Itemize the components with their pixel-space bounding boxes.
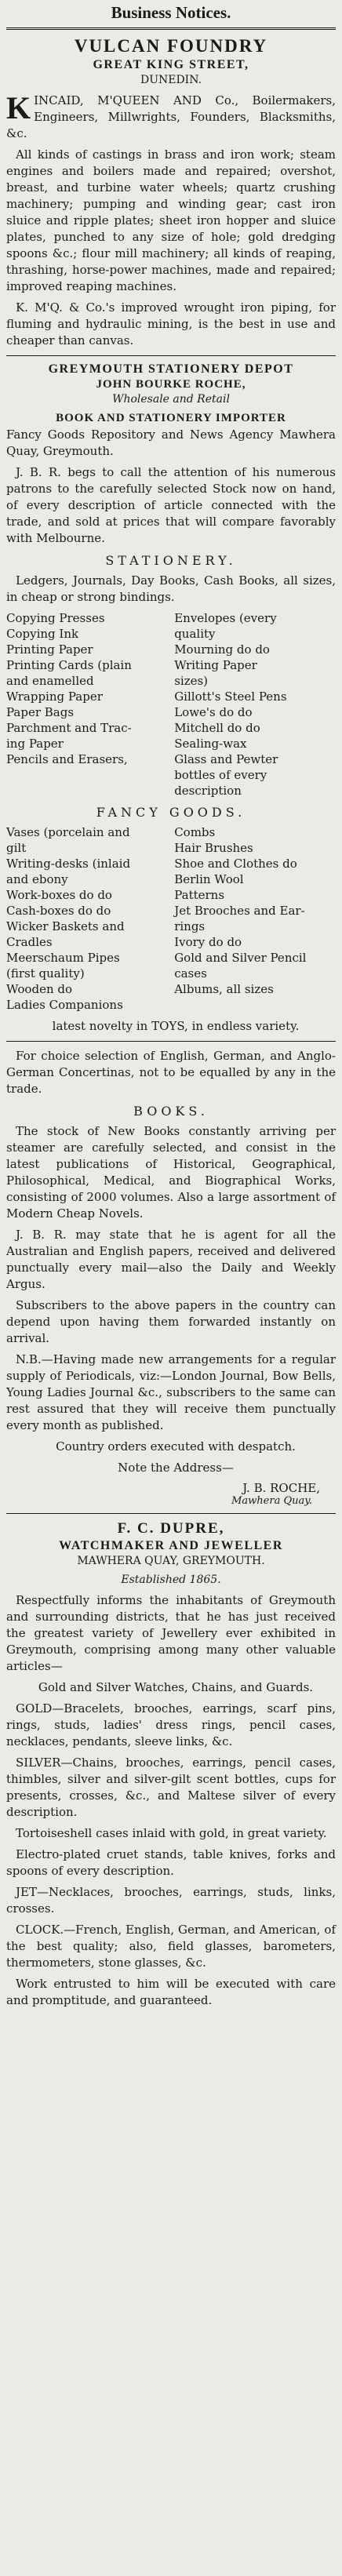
fancy-item-cell: Gold and Silver Pencil: [174, 951, 307, 965]
fancy-item-cell: Berlin Wool: [174, 872, 244, 886]
stationery-item-cell: sizes): [174, 674, 209, 688]
dupre-items-heading: Gold and Silver Watches, Chains, and Guards.: [38, 1680, 314, 1694]
stationery-item-cell: quality: [174, 627, 216, 641]
stationery-item-cell: bottles of every description: [174, 768, 267, 798]
stationery-item-cell: Paper Bags: [6, 705, 75, 719]
stationery-item-cell: Printing Paper: [6, 642, 93, 657]
fancy-goods-heading: FANCY GOODS.: [96, 805, 246, 820]
fancy-item-cell: gilt: [6, 841, 27, 855]
stationery-item-cell: Copying Ink: [6, 627, 79, 641]
dupre-gold: GOLD—Bracelets, brooches, earrings, scarf pins, rings, studs, ladies' dress rings, pencil cases, necklaces, pendants, sleeve links, &c.: [6, 1701, 336, 1748]
note-address: Note the Address—: [118, 1461, 234, 1475]
dupre-subtitle: WATCHMAKER AND JEWELLER: [59, 1539, 283, 1552]
stationery-importer: BOOK AND STATIONERY IMPORTER: [56, 412, 286, 424]
dupre-clock: CLOCK.—French, English, German, and American, of the best quality; also, field glasses, barometers, thermometers, stone glasses, &c.: [6, 1923, 336, 1970]
stationery-item-cell: Wrapping Paper: [6, 689, 103, 704]
fancy-item-row: [6, 871, 336, 887]
fancy-item-row: [6, 966, 336, 981]
title-rule: [6, 27, 336, 30]
dupre-address: MAWHERA QUAY, GREYMOUTH.: [77, 1555, 265, 1567]
stationery-item-row: [6, 657, 336, 673]
stationery-item-cell: Lowe's do do: [174, 705, 253, 719]
fancy-item-row: [6, 840, 336, 856]
nb-notice: N.B.—Having made new arrangements for a regular supply of Periodicals, viz:—London Journal, Bow Bells, Young Ladies Journal &c., subscribers to the same can rest assured that they will receive them punctually every month as published.: [6, 1352, 336, 1432]
fancy-item-cell: Vases (porcelain and: [6, 825, 130, 839]
divider: [6, 1041, 336, 1042]
fancy-item-row: [6, 856, 336, 871]
fancy-item-cell: (first quality): [6, 966, 85, 981]
dupre-ad: [6, 1520, 336, 2009]
divider: [6, 1513, 336, 1514]
fancy-item-row: [6, 903, 336, 919]
stationery-item-cell: Glass and Pewter: [174, 752, 278, 766]
stationery-item-cell: Parchment and Trac-: [6, 721, 132, 735]
fancy-item-cell: Combs: [174, 825, 216, 839]
dupre-work: Work entrusted to him will be executed with care and promptitude, and guaranteed.: [6, 1977, 336, 2007]
concertinas: For choice selection of English, German, and Anglo-German Concertinas, not to be equalled by any in the trade.: [6, 1049, 336, 1096]
stationery-heading: STATIONERY.: [105, 553, 237, 568]
stationery-item-cell: Copying Presses: [6, 611, 105, 625]
stationery-item-row: [6, 689, 336, 704]
vulcan-piping: K. M'Q. & Co.'s improved wrought iron piping, for fluming and hydraulic mining, is the best in use and cheaper than canvas.: [6, 300, 336, 347]
fancy-item-cell: Cradles: [6, 935, 53, 949]
fancy-item-cell: Cash-boxes do do: [6, 904, 111, 918]
fancy-item-cell: Wooden do: [6, 982, 73, 996]
fancy-item-cell: Patterns: [174, 888, 225, 902]
stationery-item-cell: Mitchell do do: [174, 721, 260, 735]
stationery-item-cell: ing Paper: [6, 737, 64, 751]
subscribers-notice: Subscribers to the above papers in the country can depend upon having them forwarded instantly on arrival.: [6, 1298, 336, 1345]
fancy-item-cell: Albums, all sizes: [174, 982, 274, 996]
stationery-text: Ledgers, Journals, Day Books, Cash Books, all sizes, in cheap or strong bindings.: [6, 573, 336, 604]
signature: J. B. ROCHE,: [242, 1481, 320, 1495]
dupre-title: F. C. DUPRE,: [117, 1520, 225, 1537]
fancy-item-cell: Hair Brushes: [174, 841, 253, 855]
stationery-item-row: [6, 626, 336, 642]
stationery-item-row: [6, 751, 336, 767]
stationery-ad: [6, 362, 336, 1507]
fancy-toys: latest novelty in TOYS, in endless variety.: [52, 1019, 300, 1033]
stationery-item-cell: Pencils and Erasers,: [6, 752, 128, 766]
agent-notice: J. B. R. may state that he is agent for all the Australian and English papers, received and delivered punctually every mail—also the Daily and Weekly Argus.: [6, 1228, 336, 1291]
dupre-electro: Electro-plated cruet stands, table knives, forks and spoons of every description.: [6, 1847, 336, 1878]
fancy-item-cell: Ivory do do: [174, 935, 242, 949]
stationery-item-row: [6, 610, 336, 626]
stationery-item-row: [6, 736, 336, 751]
stationery-item-row: [6, 720, 336, 736]
stationery-item-row: [6, 673, 336, 689]
stationery-item-cell: Printing Cards (plain: [6, 658, 132, 672]
dupre-intro: Respectfully informs the inhabitants of Greymouth and surrounding districts, that he has just received the greatest variety of Jewellery ever exhibited in Greymouth, comprising among many other valuable articles—: [6, 1593, 336, 1673]
stationery-owner-sub: Wholesale and Retail: [112, 393, 230, 406]
divider: [6, 355, 336, 356]
stationery-item-row: [6, 767, 336, 799]
stationery-item-row: [6, 642, 336, 657]
fancy-item-cell: Work-boxes do do: [6, 888, 112, 902]
stationery-owner: JOHN BOURKE ROCHE,: [96, 378, 246, 391]
page-title: Business Notices.: [111, 3, 231, 22]
fancy-item-cell: Wicker Baskets and: [6, 919, 125, 933]
fancy-item-cell: cases: [174, 966, 207, 981]
fancy-item-row: [6, 934, 336, 950]
stationery-item-cell: Gillott's Steel Pens: [174, 689, 287, 704]
fancy-item-row: [6, 919, 336, 934]
stationery-item-cell: and enamelled: [6, 674, 94, 688]
stationery-title: GREYMOUTH STATIONERY DEPOT: [48, 362, 294, 376]
fancy-item-row: [6, 824, 336, 840]
fancy-item-row: [6, 887, 336, 903]
fancy-item-row: [6, 981, 336, 997]
vulcan-title: VULCAN FOUNDRY: [74, 36, 268, 56]
newspaper-page: [6, 0, 336, 2009]
fancy-item-cell: and ebony: [6, 872, 68, 886]
country-orders: Country orders executed with despatch.: [56, 1439, 296, 1454]
stationery-item-cell: Sealing-wax: [174, 737, 247, 751]
fancy-companions: Ladies Companions: [6, 998, 123, 1012]
fancy-item-cell: Shoe and Clothes do: [174, 857, 297, 871]
stationery-item-row: [6, 704, 336, 720]
fancy-goods-items: [6, 824, 336, 997]
stationery-item-cell: Mourning do do: [174, 642, 270, 657]
stationery-intro: J. B. R. begs to call the attention of his numerous patrons to the carefully selected Stock now on hand, of every description of article connected with the trade, and sold at prices that will compare favorably with Melbourne.: [6, 465, 336, 545]
stationery-item-cell: Writing Paper: [174, 658, 257, 672]
fancy-item-cell: rings: [174, 919, 206, 933]
dupre-jet: JET—Necklaces, brooches, earrings, studs, links, crosses.: [6, 1885, 336, 1916]
books-heading: BOOKS.: [133, 1104, 209, 1119]
fancy-item-row: [6, 950, 336, 966]
vulcan-city: DUNEDIN.: [140, 74, 202, 86]
signature-sub: Mawhera Quay.: [231, 1495, 312, 1507]
stationery-item-cell: [6, 767, 168, 799]
stationery-item-cell: Envelopes (every: [174, 611, 277, 625]
dupre-silver: SILVER—Chains, brooches, earrings, pencil cases, thimbles, silver and silver-gilt scent bottles, cups for presents, crosses, &c., and Maltese silver of every description.: [6, 1756, 336, 1819]
fancy-item-cell: Writing-desks (inlaid: [6, 857, 131, 871]
vulcan-street: GREAT KING STREET,: [93, 58, 249, 71]
stationery-items: [6, 610, 336, 799]
vulcan-intro-text: INCAID, M'QUEEN AND Co., Boilermakers, Engineers, Millwrights, Founders, Blacksmiths, &c.: [6, 93, 336, 140]
books-text: The stock of New Books constantly arriving per steamer are carefully selected, and consist in the latest publications of Historical, Geographical, Philosophical, Medical, and Biographical Works, consisting of 2000 volumes. Also a large assortment of Modern Cheap Novels.: [6, 1124, 336, 1221]
fancy-item-cell: Jet Brooches and Ear-: [174, 904, 305, 918]
vulcan-dropcap: K: [6, 90, 31, 126]
dupre-tortoiseshell: Tortoiseshell cases inlaid with gold, in great variety.: [16, 1826, 327, 1840]
fancy-item-cell: Meerschaum Pipes: [6, 951, 120, 965]
stationery-repository: Fancy Goods Repository and News Agency Mawhera Quay, Greymouth.: [6, 428, 336, 458]
vulcan-castings: All kinds of castings in brass and iron work; steam engines and boilers made and repaired; overshot, breast, and turbine water wheels; quartz crushing machinery; pumping and winding gear; cast iron sluice and ripple plates; sheet iron hopper and sluice plates, punched to any size of hole; gold dredging spoons &c.; flour mill machinery; all kinds of reaping, thrashing, horse-power machines, made and repaired; improved reaping machines.: [6, 147, 336, 293]
vulcan-intro: [6, 90, 336, 142]
vulcan-foundry-ad: [6, 36, 336, 349]
dupre-established: Established 1865.: [121, 1574, 221, 1586]
